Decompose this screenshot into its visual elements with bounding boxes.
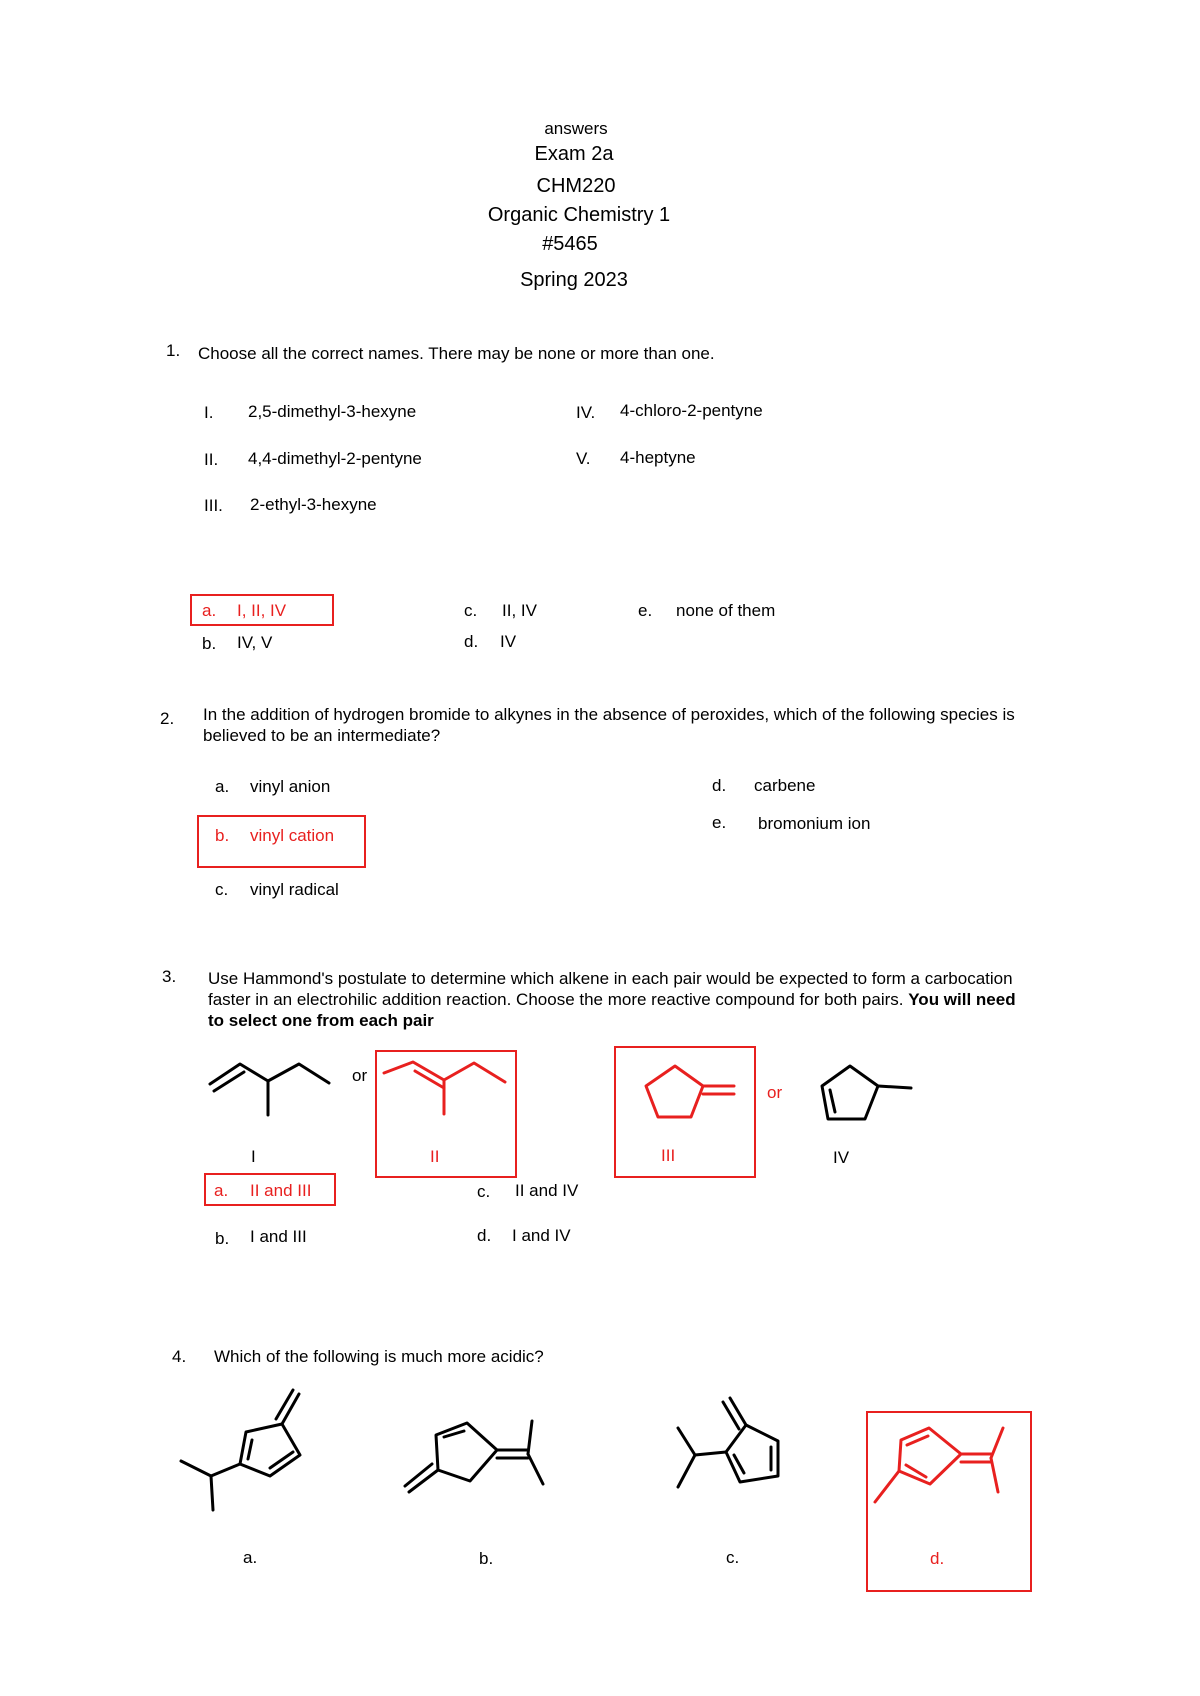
q1-choice-letter[interactable]: d. (464, 632, 479, 651)
q1-choice-text[interactable]: I, II, IV (237, 601, 287, 620)
q3-choice-text[interactable]: II and III (250, 1181, 312, 1200)
q2-prompt: In the addition of hydrogen bromide to alkynes in the absence of peroxides, which of the following species is believed to be an intermediate? (203, 705, 1015, 745)
course-code: CHM220 (536, 175, 616, 197)
q3-label: II (430, 1147, 440, 1166)
q3-label: I (251, 1147, 256, 1166)
q2-choice-text[interactable]: vinyl cation (250, 826, 335, 845)
q2-choice-text[interactable]: bromonium ion (758, 814, 871, 833)
q3-number: 3. (162, 967, 177, 986)
q1-choice-text[interactable]: none of them (676, 601, 776, 620)
q1-name-roman: V. (576, 449, 591, 468)
q1-choice-letter[interactable]: a. (202, 601, 217, 620)
q1-name: 4-chloro-2-pentyne (620, 401, 763, 420)
q1-name-roman: II. (204, 450, 219, 469)
q4-label: c. (726, 1548, 740, 1567)
q1-choice-letter[interactable]: e. (638, 601, 653, 620)
q1-prompt: Choose all the correct names. There may be none or more than one. (198, 344, 715, 363)
q4-number: 4. (172, 1347, 187, 1366)
q2-choice-text[interactable]: vinyl anion (250, 777, 331, 796)
q1-number: 1. (166, 341, 181, 360)
q2-choice-letter[interactable]: c. (215, 880, 229, 899)
q1-name-roman: I. (204, 403, 214, 422)
q1-name: 4,4-dimethyl-2-pentyne (248, 449, 422, 468)
q2-choice-letter[interactable]: a. (215, 777, 230, 796)
q1-name-roman: IV. (576, 403, 596, 422)
q2-choice-letter[interactable]: d. (712, 776, 727, 795)
q4-label: d. (930, 1549, 945, 1568)
q3-choice-text[interactable]: I and III (250, 1227, 307, 1246)
q1-choice-text[interactable]: IV (500, 632, 517, 651)
q2-choice-text[interactable]: carbene (754, 776, 816, 795)
q3-label: III (661, 1146, 676, 1165)
q1-name-roman: III. (204, 496, 223, 515)
q1-name: 2-ethyl-3-hexyne (250, 495, 377, 514)
q3-choice-letter[interactable]: a. (214, 1181, 229, 1200)
q4-label: a. (243, 1548, 258, 1567)
section-number: #5465 (542, 233, 598, 255)
q3-or-1: or (352, 1066, 368, 1085)
q1-choice-letter[interactable]: b. (202, 634, 217, 653)
q4-prompt: Which of the following is much more acidic? (214, 1347, 544, 1366)
q2-number: 2. (160, 709, 175, 728)
q1-choice-letter[interactable]: c. (464, 601, 478, 620)
q3-choice-letter[interactable]: d. (477, 1226, 492, 1245)
q1-choice-text[interactable]: IV, V (237, 633, 273, 652)
q2-choice-letter[interactable]: b. (215, 826, 230, 845)
q2-choice-letter[interactable]: e. (712, 813, 727, 832)
q4-label: b. (479, 1549, 494, 1568)
q1-name: 2,5-dimethyl-3-hexyne (248, 402, 417, 421)
course-title: Organic Chemistry 1 (487, 204, 671, 226)
q3-prompt-bold: You will need to select one from each pair (208, 990, 1016, 1030)
q1-name: 4-heptyne (620, 448, 696, 467)
q1-choice-text[interactable]: II, IV (502, 601, 537, 620)
q3-choice-letter[interactable]: c. (477, 1182, 491, 1201)
q3-choice-text[interactable]: I and IV (512, 1226, 571, 1245)
term: Spring 2023 (520, 269, 628, 291)
answers-label: answers (544, 119, 608, 138)
q3-choice-text[interactable]: II and IV (515, 1181, 579, 1200)
q3-or-2: or (767, 1083, 783, 1102)
exam-title: Exam 2a (534, 143, 614, 165)
q3-choice-letter[interactable]: b. (215, 1229, 230, 1248)
q2-choice-text[interactable]: vinyl radical (250, 880, 339, 899)
q3-label: IV (833, 1148, 850, 1167)
q3-prompt-text: Use Hammond's postulate to determine which alkene in each pair would be expected to form a carbocation faster in an electrohilic addition reaction. Choose the more reactive compound for both pairs. (208, 969, 1013, 1009)
